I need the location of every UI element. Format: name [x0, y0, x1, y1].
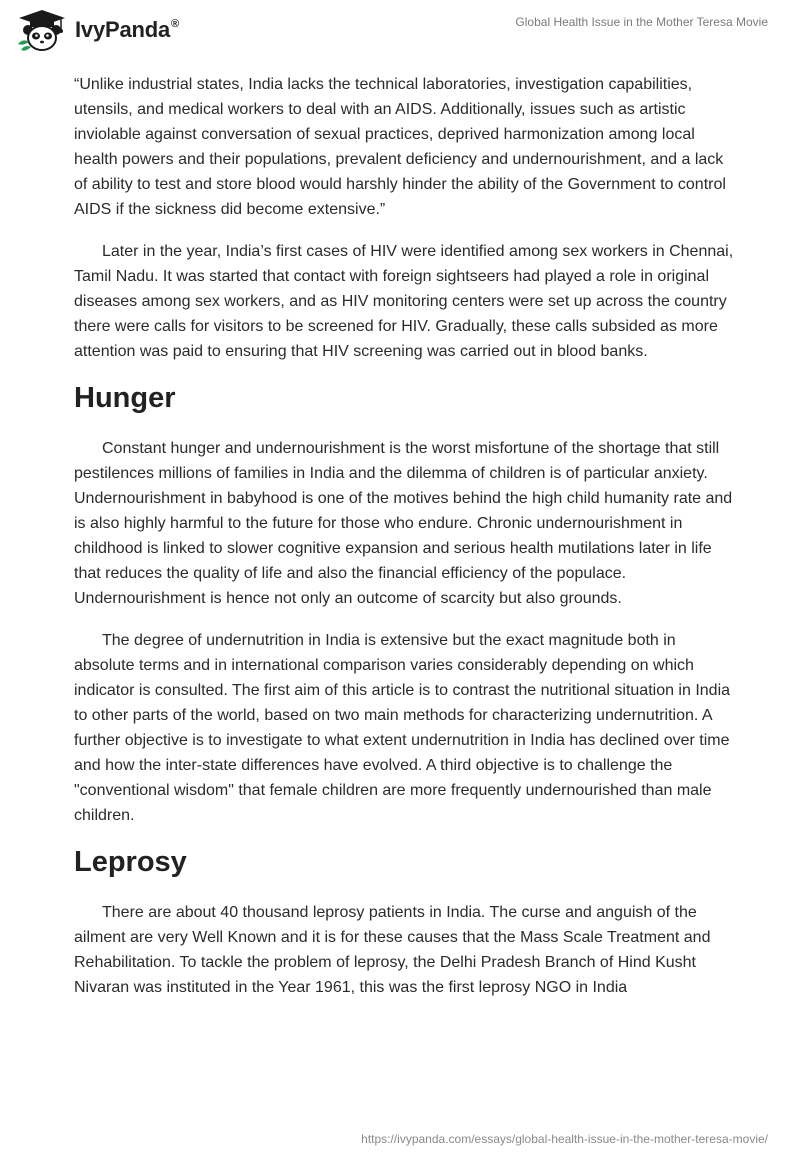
paragraph: The degree of undernutrition in India is extensive but the exact magnitude both in absolute terms and in international comparison varies considerably depending on which indicator is consulted. The first aim of this article is to contrast the nutritional situation in India to other parts of the world, based on two main methods for characterizing undernutrition. A further objective is to investigate to what extent undernutrition in India has declined over time and how the inter-state differences have evolved. A third objective is to challenge the "conventional wisdom" that female children are more frequently undernourished than male children. — [74, 632, 731, 824]
essay-content — [74, 72, 734, 1017]
source-url[interactable]: https://ivypanda.com/essays/global-health-issue-in-the-mother-teresa-movie/ — [361, 1132, 768, 1146]
section-heading-leprosy: Leprosy — [74, 846, 187, 878]
page-header — [0, 0, 800, 60]
logo-wordmark: IvyPanda® — [75, 17, 179, 42]
paragraph: Constant hunger and undernourishment is the worst misfortune of the shortage that still pestilences millions of families in India and the dilemma of children is of particular anxiety. Undernourishment in babyhood is one of the motives behind the high child humanity rate and is also highly harmful to the future for those who endure. Chronic undernourishment in childhood is linked to slower cognitive expansion and serious health mutilations later in life that reduces the quality of life and also the financial efficiency of the populace. Undernourishment is hence not only an outcome of scarcity but also grounds. — [74, 440, 733, 607]
registered-mark: ® — [171, 18, 179, 30]
ivypanda-logo[interactable] — [15, 8, 179, 52]
document-title: Global Health Issue in the Mother Teresa Movie — [515, 15, 768, 29]
paragraph: Later in the year, India’s first cases of HIV were identified among sex workers in Chennai, Tamil Nadu. It was started that contact with foreign sightseers had played a role in original diseases among sex workers, and as HIV monitoring centers were set up across the country there were calls for visitors to be screened for HIV. Gradually, these calls subsided as more attention was paid to ensuring that HIV screening was carried out in blood banks. — [74, 243, 734, 360]
quote-paragraph: “Unlike industrial states, India lacks the technical laboratories, investigation capabilities, utensils, and medical workers to deal with an AIDS. Additionally, issues such as artistic inviolable against conversation of sexual practices, deprived harmonization among local health powers and their populations, prevalent deficiency and undernourishment, and a lack of ability to test and store blood would harshly hinder the ability of the Government to control AIDS if the sickness did become extensive.” — [74, 76, 726, 218]
section-heading-hunger: Hunger — [74, 382, 176, 414]
panda-graduate-icon — [15, 8, 69, 52]
paragraph: There are about 40 thousand leprosy patients in India. The curse and anguish of the ailment are very Well Known and it is for these causes that the Mass Scale Treatment and Rehabilitation. To tackle the problem of leprosy, the Delhi Pradesh Branch of Hind Kusht Nivaran was instituted in the Year 1961, this was the first leprosy NGO in India — [74, 904, 711, 996]
